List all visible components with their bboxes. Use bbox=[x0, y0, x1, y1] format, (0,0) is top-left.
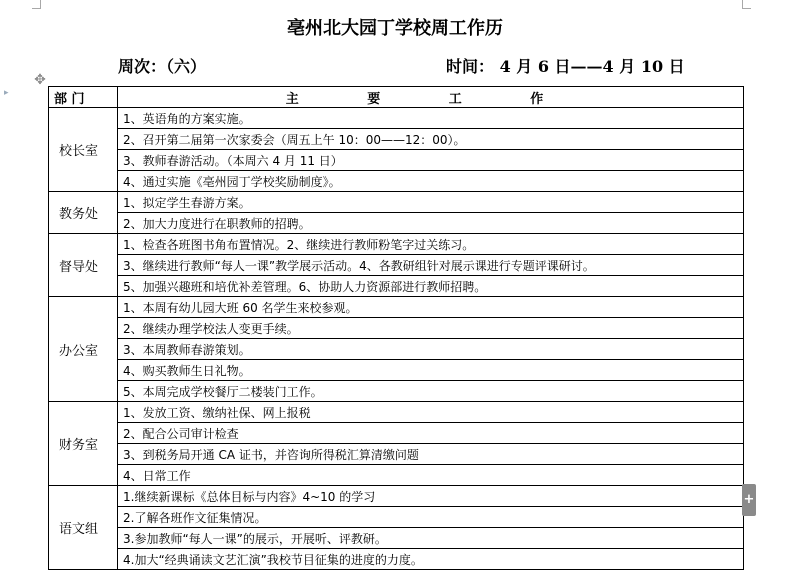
table-row bbox=[49, 423, 744, 444]
task-cell: 5、加强兴趣班和培优补差管理。6、协助人力资源部进行教师招聘。 bbox=[118, 276, 744, 297]
task-cell: 4、日常工作 bbox=[118, 465, 744, 486]
task-cell: 2、配合公司审计检查 bbox=[118, 423, 744, 444]
table-row bbox=[49, 276, 744, 297]
table-header-row bbox=[49, 87, 744, 108]
task-cell: 2、加大力度进行在职教师的招聘。 bbox=[118, 213, 744, 234]
task-cell: 2、继续办理学校法人变更手续。 bbox=[118, 318, 744, 339]
department-cell: 办公室 bbox=[49, 297, 118, 402]
plus-icon[interactable]: + bbox=[742, 484, 756, 516]
task-cell: 2.了解各班作文征集情况。 bbox=[118, 507, 744, 528]
table-row bbox=[49, 549, 744, 570]
department-cell: 语文组 bbox=[49, 486, 118, 570]
week-number: 周次：（六） bbox=[118, 57, 207, 76]
date-range: 时间： 4 月 6 日——4 月 10 日 bbox=[446, 57, 685, 76]
table-row bbox=[49, 381, 744, 402]
department-cell: 校长室 bbox=[49, 108, 118, 192]
table-row bbox=[49, 507, 744, 528]
task-cell: 3、教师春游活动。（本周六 4 月 11 日） bbox=[118, 150, 744, 171]
table-row bbox=[49, 108, 744, 129]
task-cell: 1、本周有幼儿园大班 60 名学生来校参观。 bbox=[118, 297, 744, 318]
task-cell: 4、购买教师生日礼物。 bbox=[118, 360, 744, 381]
table-row bbox=[49, 528, 744, 549]
task-cell: 3、到税务局开通 CA 证书，并咨询所得税汇算清缴问题 bbox=[118, 444, 744, 465]
chevron-right-icon: ▸ bbox=[4, 88, 9, 98]
document-title: 亳州北大园丁学校周工作历 bbox=[287, 18, 503, 39]
task-cell: 1、检查各班图书角布置情况。2、继续进行教师粉笔字过关练习。 bbox=[118, 234, 744, 255]
task-cell: 3.参加教师“每人一课”的展示，开展听、评教研。 bbox=[118, 528, 744, 549]
task-cell: 1、英语角的方案实施。 bbox=[118, 108, 744, 129]
table-row bbox=[49, 339, 744, 360]
table-row bbox=[49, 297, 744, 318]
task-cell: 1.继续新课标《总体目标与内容》4~10 的学习 bbox=[118, 486, 744, 507]
table-row bbox=[49, 318, 744, 339]
table-row bbox=[49, 234, 744, 255]
table-row bbox=[49, 360, 744, 381]
task-cell: 1、发放工资、缴纳社保、网上报税 bbox=[118, 402, 744, 423]
main-work-header: 主 要 工 作 bbox=[118, 87, 744, 108]
move-cross-icon[interactable]: ✥ bbox=[34, 72, 46, 88]
department-cell: 教务处 bbox=[49, 192, 118, 234]
table-row bbox=[49, 129, 744, 150]
margin-corner-mark bbox=[32, 0, 41, 9]
margin-corner-mark bbox=[742, 0, 751, 9]
task-cell: 5、本周完成学校餐厅二楼装门工作。 bbox=[118, 381, 744, 402]
task-cell: 1、拟定学生春游方案。 bbox=[118, 192, 744, 213]
task-cell: 4、通过实施《亳州园丁学校奖励制度》。 bbox=[118, 171, 744, 192]
task-cell: 4.加大“经典诵读文艺汇演”我校节目征集的进度的力度。 bbox=[118, 549, 744, 570]
table-row bbox=[49, 171, 744, 192]
department-cell: 财务室 bbox=[49, 402, 118, 486]
task-cell: 2、召开第二届第一次家委会（周五上午 10：00——12：00）。 bbox=[118, 129, 744, 150]
task-cell: 3、继续进行教师“每人一课”教学展示活动。4、各教研组针对展示课进行专题评课研讨。 bbox=[118, 255, 744, 276]
table-row bbox=[49, 192, 744, 213]
table-row bbox=[49, 486, 744, 507]
table-row bbox=[49, 402, 744, 423]
table-row bbox=[49, 444, 744, 465]
table-row bbox=[49, 465, 744, 486]
department-cell: 督导处 bbox=[49, 234, 118, 297]
schedule-table bbox=[48, 86, 744, 570]
table-row bbox=[49, 150, 744, 171]
task-cell: 3、本周教师春游策划。 bbox=[118, 339, 744, 360]
table-row bbox=[49, 213, 744, 234]
department-header: 部 门 bbox=[49, 87, 118, 108]
schedule-body bbox=[49, 108, 744, 570]
table-row bbox=[49, 255, 744, 276]
